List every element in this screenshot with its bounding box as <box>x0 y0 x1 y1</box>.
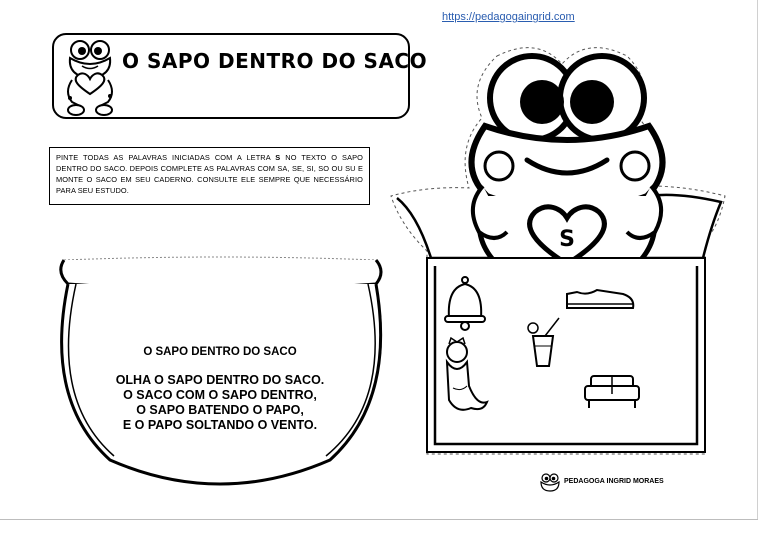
credit-footer <box>537 472 687 492</box>
frog-mascot-icon <box>58 36 124 118</box>
instructions-letter: S <box>275 153 281 162</box>
poem-line: OLHA O SAPO DENTRO DO SACO. <box>115 373 325 387</box>
frog-logo-icon <box>537 472 563 492</box>
poem-line: O SACO COM O SAPO DENTRO, <box>123 388 317 402</box>
poem-line: E O PAPO SOLTANDO O VENTO. <box>122 418 318 432</box>
instructions-text-2: NO TEXTO O SAPO DENTRO DO SACO. DEPOIS COMPLETE AS PALAVRAS COM SA, SE, SI, SO OU SU E MONTE O SACO EM SEU CADERNO. CONSULTE ELE SEMPRE QUE NECESSÁRIO PARA SEU ESTUDO. <box>56 153 363 195</box>
poem-title: O SAPO DENTRO DO SACO <box>143 346 297 358</box>
credit-text: PEDAGOGA INGRID MORAES <box>564 478 664 485</box>
frog-in-sack-cutout <box>387 36 742 460</box>
page-right-edge <box>757 0 758 520</box>
instructions-box <box>49 147 370 205</box>
poem-line: O SAPO BATENDO O PAPO, <box>136 403 304 417</box>
page-title: O SAPO DENTRO DO SACO <box>122 49 428 73</box>
page-bottom-edge <box>0 519 758 520</box>
heart-letter: S <box>559 227 575 252</box>
source-url-link[interactable]: https://pedagogaingrid.com <box>442 11 575 23</box>
poem-block <box>90 345 350 440</box>
instructions-text-1: PINTE TODAS AS PALAVRAS INICIADAS COM A LETRA <box>56 153 276 162</box>
